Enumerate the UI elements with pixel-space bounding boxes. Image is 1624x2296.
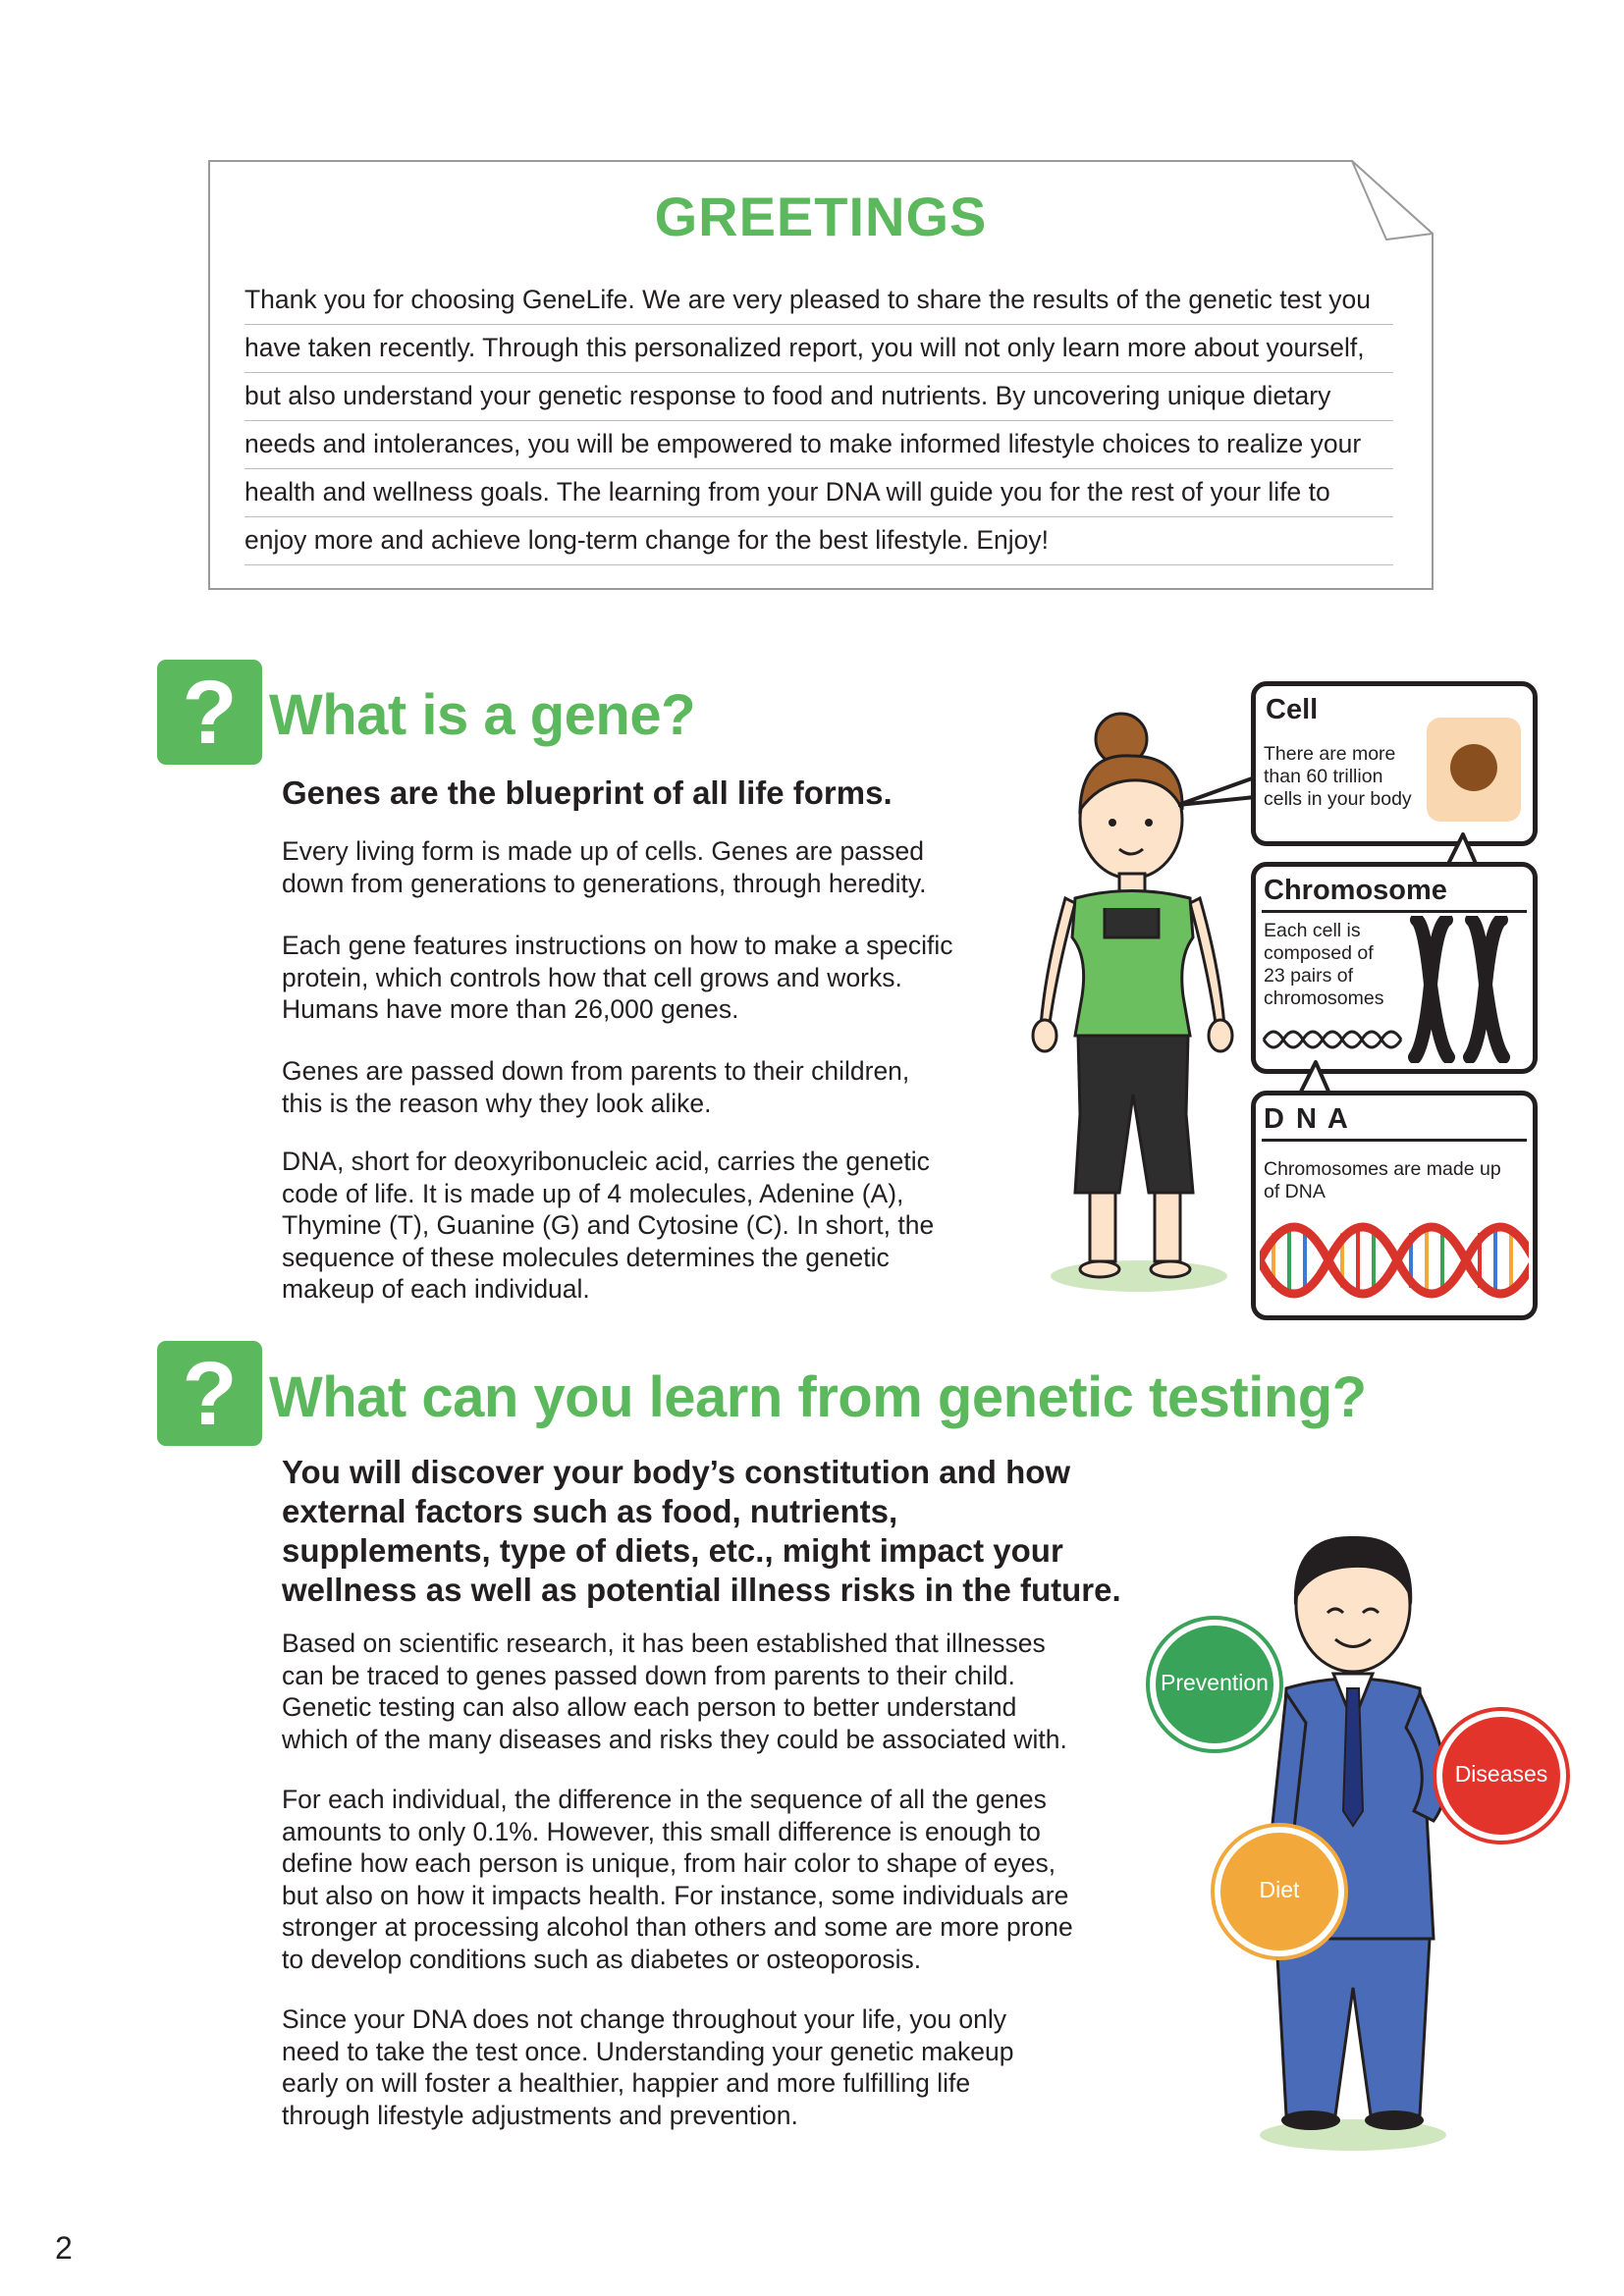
gene-paragraph-3: Genes are passed down from parents to their children, this is the reason why they look alike.: [282, 1056, 910, 1118]
dna-strand-icon: [1262, 1022, 1409, 1057]
cell-text: There are more than 60 trillion cells in your body: [1264, 743, 1412, 810]
section-subheading-genetic-testing: You will discover your body’s constitution and how external factors such as food, nutrients, supplements, type of diets, etc., might impact your wellness as well as potential illness risks in the future.: [282, 1454, 1121, 1608]
greetings-line: health and wellness goals. The learning from your DNA will guide you for the rest of your life to: [244, 468, 1393, 517]
cell-icon: [1425, 716, 1523, 824]
greetings-line: enjoy more and achieve long-term change for the best lifestyle. Enjoy!: [244, 516, 1393, 565]
callout-pointer: [1178, 775, 1257, 815]
section-subheading-gene: Genes are the blueprint of all life forms.: [282, 774, 893, 811]
greetings-title: GREETINGS: [654, 186, 988, 247]
dna-helix-icon: [1260, 1213, 1529, 1308]
greetings-line: needs and intolerances, you will be empowered to make informed lifestyle choices to realize your: [244, 420, 1393, 469]
cell-title: Cell: [1266, 694, 1319, 725]
greetings-line: Thank you for choosing GeneLife. We are very pleased to share the results of the genetic test you: [244, 276, 1393, 325]
diet-label: Diet: [1259, 1877, 1300, 1902]
page-number: 2: [55, 2230, 73, 2266]
dna-title: D N A: [1264, 1103, 1350, 1135]
prevention-label: Prevention: [1161, 1670, 1269, 1695]
question-icon: ?: [157, 1341, 262, 1446]
chromosome-callout: [1251, 862, 1538, 1074]
testing-paragraph-3: Since your DNA does not change throughout your life, you only need to take the test once. Understanding your genetic makeup early on will foster a healthier, happier and more fulfilling life through lifestyle adjustments and prevention.: [282, 2004, 1014, 2130]
section-heading-gene: What is a gene?: [269, 683, 696, 747]
gene-paragraph-1: Every living form is made up of cells. Genes are passed down from generations to generations, through heredity.: [282, 836, 927, 898]
gene-paragraph-4: DNA, short for deoxyribonucleic acid, carries the genetic code of life. It is made up of 4 molecules, Adenine (A), Thymine (T), Guanine (G) and Cytosine (C). In short, the sequence of these molecules determines the genetic makeup of each individual.: [282, 1147, 935, 1304]
testing-paragraph-2: For each individual, the difference in the sequence of all the genes amounts to only 0.1%. However, this small difference is enough to define how each person is unique, from hair color to shape of eyes, but also on how it impacts health. For instance, some individuals are stronger at processing alcohol than others and some are more prone to develop conditions such as diabetes or osteoporosis.: [282, 1785, 1073, 1974]
greetings-line: have taken recently. Through this personalized report, you will not only learn more about yourself,: [244, 324, 1393, 373]
chromosome-icon: [1403, 916, 1526, 1063]
testing-paragraph-1: Based on scientific research, it has been established that illnesses can be traced to genes passed down from parents to their child. Genetic testing can also allow each person to better understand which of the many diseases and risks they could be associated with.: [282, 1629, 1067, 1754]
dna-text: Chromosomes are made up of DNA: [1264, 1158, 1501, 1202]
dna-callout: [1251, 1091, 1538, 1320]
cell-callout: [1251, 681, 1538, 846]
diseases-label: Diseases: [1454, 1761, 1548, 1787]
question-icon: ?: [157, 660, 262, 765]
chromosome-text: Each cell is composed of 23 pairs of chromosomes: [1264, 920, 1384, 1009]
chromosome-title: Chromosome: [1264, 875, 1447, 906]
greetings-line: but also understand your genetic response to food and nutrients. By uncovering unique dietary: [244, 372, 1393, 421]
section-heading-genetic-testing: What can you learn from genetic testing?: [269, 1365, 1367, 1429]
gene-paragraph-2: Each gene features instructions on how to make a specific protein, which controls how that cell grows and works. Humans have more than 26,000 genes.: [282, 931, 953, 1024]
